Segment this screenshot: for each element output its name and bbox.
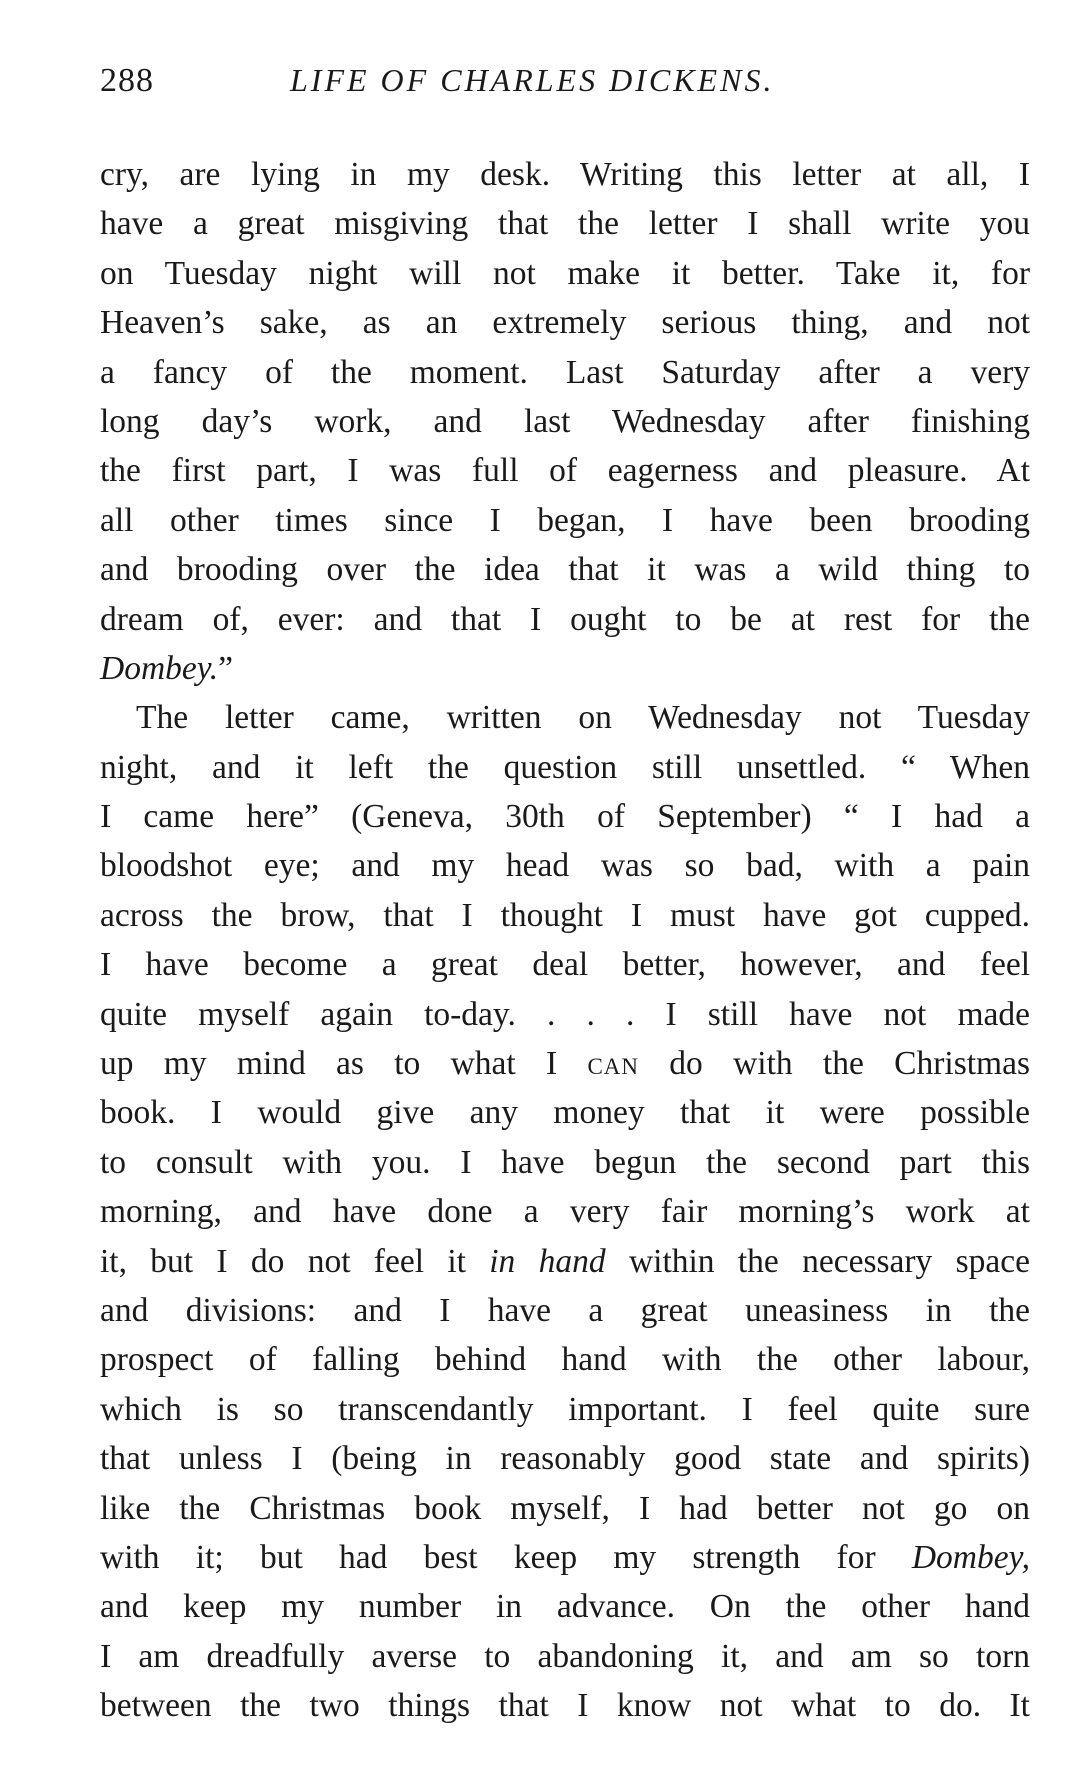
- running-title: LIFE OF CHARLES DICKENS.: [290, 62, 775, 98]
- text-line: [100, 1533, 1030, 1582]
- text-line: Heaven’s sake, as an extremely serious thing, and not: [100, 304, 1030, 342]
- text-segment: it, but I do not feel it: [100, 1242, 466, 1280]
- text-line: have a great misgiving that the letter I shall write you: [100, 205, 1030, 243]
- page-number: 288: [100, 62, 154, 99]
- body-text: [100, 150, 1030, 1731]
- text-line: which is so transcendantly important. I feel quite sure: [100, 1390, 1030, 1428]
- text-line: prospect of falling behind hand with the other labour,: [100, 1341, 1030, 1379]
- running-head: [100, 62, 1040, 112]
- text-line: I came here” (Geneva, 30th of September) “ I had a: [100, 798, 1030, 836]
- text-line: cry, are lying in my desk. Writing this letter at all, I: [100, 156, 1030, 193]
- text-line: between the two things that I know not what to do. It: [100, 1687, 1030, 1725]
- closing-quote: ”: [218, 649, 234, 687]
- text-segment: within the necessary space: [628, 1242, 1031, 1280]
- text-line: I am dreadfully averse to abandoning it, and am so torn: [100, 1637, 1030, 1675]
- text-line: a fancy of the moment. Last Saturday after a very: [100, 353, 1030, 391]
- text-line: and divisions: and I have a great uneasiness in the: [100, 1291, 1030, 1329]
- italic-phrase: in hand: [489, 1242, 606, 1280]
- text-line: like the Christmas book myself, I had better not go on: [100, 1489, 1030, 1527]
- text-line: on Tuesday night will not make it better. Take it, for: [100, 254, 1030, 292]
- italic-title: Dombey.: [100, 649, 219, 687]
- text-line: across the brow, that I thought I must have got cupped.: [100, 896, 1030, 934]
- text-line: dream of, ever: and that I ought to be at rest for the: [100, 600, 1030, 638]
- text-line: night, and it left the question still unsettled. “ When: [100, 748, 1030, 786]
- text-line: all other times since I began, I have been brooding: [100, 501, 1030, 539]
- text-line: quite myself again to-day. . . . I still have not made: [100, 995, 1030, 1033]
- text-line: long day’s work, and last Wednesday after finishing: [100, 402, 1030, 440]
- text-line: [100, 1039, 1030, 1088]
- paragraph-first-line: The letter came, written on Wednesday not Tuesday: [136, 699, 1030, 737]
- text-segment: do with the Christmas: [669, 1045, 1031, 1083]
- small-caps-word: can: [587, 1045, 639, 1083]
- text-line: [100, 644, 1030, 693]
- text-line: bloodshot eye; and my head was so bad, with a pain: [100, 847, 1030, 885]
- text-line: and brooding over the idea that it was a wild thing to: [100, 551, 1030, 589]
- text-line: book. I would give any money that it were possible: [100, 1094, 1030, 1132]
- text-line: to consult with you. I have begun the second part this: [100, 1143, 1030, 1181]
- text-segment: up my mind as to what I: [100, 1045, 558, 1083]
- text-line: [100, 1237, 1030, 1286]
- text-line: and keep my number in advance. On the other hand: [100, 1588, 1030, 1626]
- italic-title: Dombey,: [911, 1538, 1031, 1576]
- text-segment: with it; but had best keep my strength for: [100, 1538, 876, 1576]
- text-line: that unless I (being in reasonably good state and spirits): [100, 1440, 1030, 1478]
- text-line: the first part, I was full of eagerness and pleasure. At: [100, 452, 1030, 490]
- text-line: morning, and have done a very fair morning’s work at: [100, 1193, 1030, 1231]
- text-line: I have become a great deal better, however, and feel: [100, 946, 1030, 984]
